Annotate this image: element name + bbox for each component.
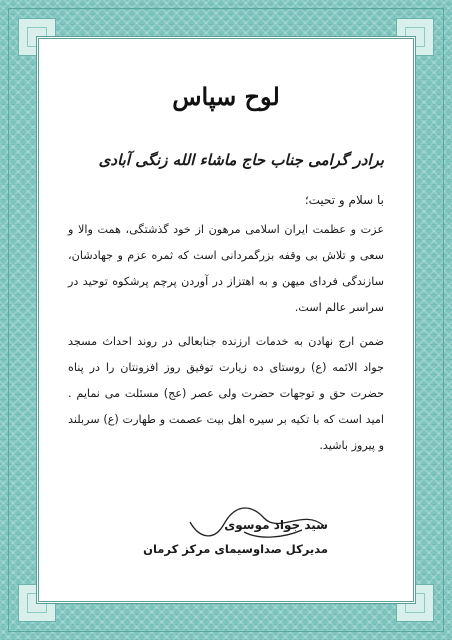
signatory-title: مدیرکل صداوسیمای مرکز کرمان [143, 542, 328, 556]
body-paragraph-1: عزت و عظمت ایران اسلامی مرهون از خود گذشتگی، همت والا و سعی و تلاش بی وقفه بزرگمردانی است که ثمره عزم و جهادشان، سازندگی فردای میهن و به اهتزاز در آوردن پرچم پرشکوه توحید در سراسر عالم است. [68, 223, 384, 314]
certificate-title: لوح سپاس [172, 82, 280, 111]
certificate-paper [44, 44, 408, 596]
greeting: با سلام و تحیت؛ [304, 193, 384, 207]
signatory-name: سید جواد موسوی [224, 518, 328, 532]
signature-block [143, 518, 328, 556]
body-paragraph-2: ضمن ارج نهادن به خدمات ارزنده جنابعالی در روند احداث مسجد جواد الائمه (ع) روستای ده زیارت توفیق روز افزونتان را در پناه حضرت حق و توجهات حضرت ولی عصر (عج) مسئلت می نمایم . امید است که با تکیه بر سیره اهل بیت عصمت و طهارت (ع) سربلند و پیروز باشید. [68, 335, 384, 452]
recipient-line: برادر گرامی جناب حاج ماشاء الله زنگی آبادی [98, 151, 384, 169]
